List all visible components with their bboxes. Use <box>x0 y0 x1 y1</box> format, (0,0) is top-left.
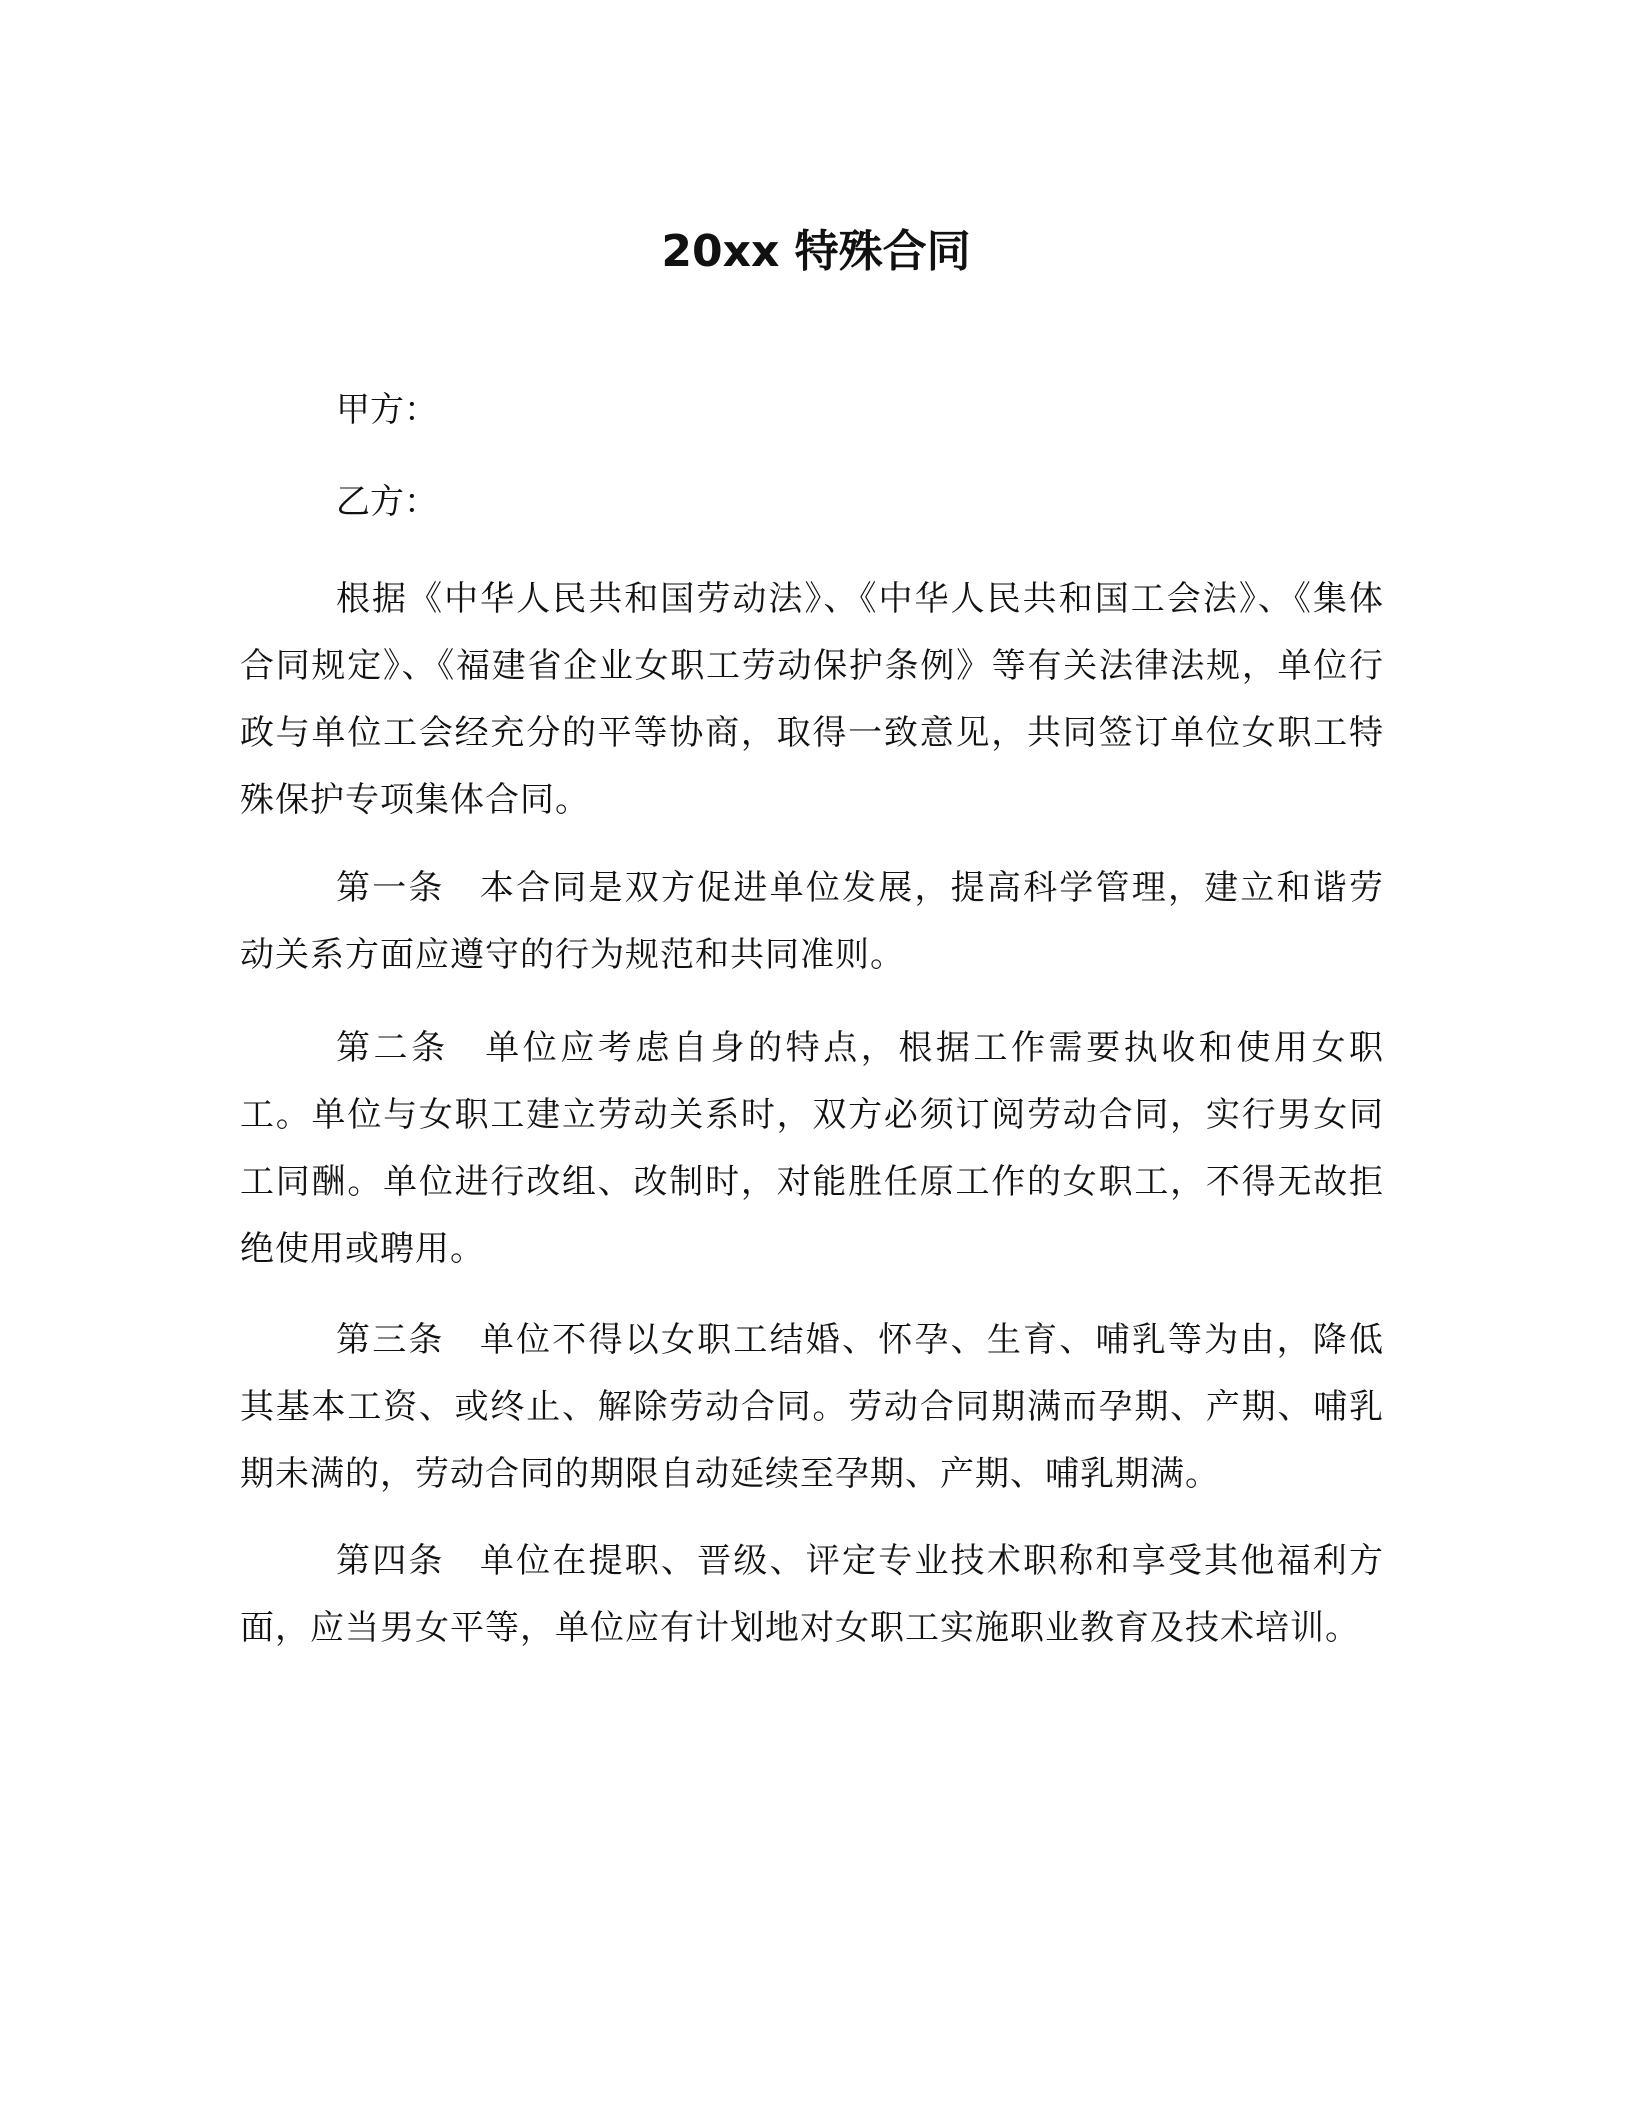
article-3-label: 第三条 <box>336 1320 445 1360</box>
article-2-text: 单位应考虑自身的特点，根据工作需要执收和使用女职工。单位与女职工建立劳动关系时，双方必须订阅劳动合同，实行男女同工同酬。单位进行改组、改制时，对能胜任原工作的女职工，不得无故拒绝使用或聘用。 <box>240 1028 1385 1269</box>
party-a-label: 甲方： <box>336 390 438 430</box>
article-2-paragraph <box>240 1015 1384 1283</box>
preamble-paragraph: 根据《中华人民共和国劳动法》、《中华人民共和国工会法》、《集体合同规定》、《福建省企业女职工劳动保护条例》等有关法律法规，单位行政与单位工会经充分的平等协商，取得一致意见，共同签订单位女职工特殊保护专项集体合同。 <box>240 579 1384 820</box>
party-b-label: 乙方： <box>336 482 438 522</box>
article-4-text: 单位在提职、晋级、评定专业技术职称和享受其他福利方面，应当男女平等，单位应有计划地对女职工实施职业教育及技术培训。 <box>240 1541 1385 1648</box>
article-4-paragraph <box>240 1528 1384 1662</box>
article-3-text: 单位不得以女职工结婚、怀孕、生育、哺乳等为由，降低其基本工资、或终止、解除劳动合同。劳动合同期满而孕期、产期、哺乳期未满的，劳动合同的期限自动延续至孕期、产期、哺乳期满。 <box>240 1320 1385 1494</box>
document-title: 20xx 特殊合同 <box>661 226 971 277</box>
article-1-paragraph <box>240 855 1384 989</box>
article-1-label: 第一条 <box>336 868 445 908</box>
article-3-paragraph <box>240 1307 1384 1508</box>
article-2-label: 第二条 <box>336 1028 449 1068</box>
article-4-label: 第四条 <box>336 1541 445 1581</box>
article-1-text: 本合同是双方促进单位发展，提高科学管理，建立和谐劳动关系方面应遵守的行为规范和共同准则。 <box>240 868 1385 975</box>
